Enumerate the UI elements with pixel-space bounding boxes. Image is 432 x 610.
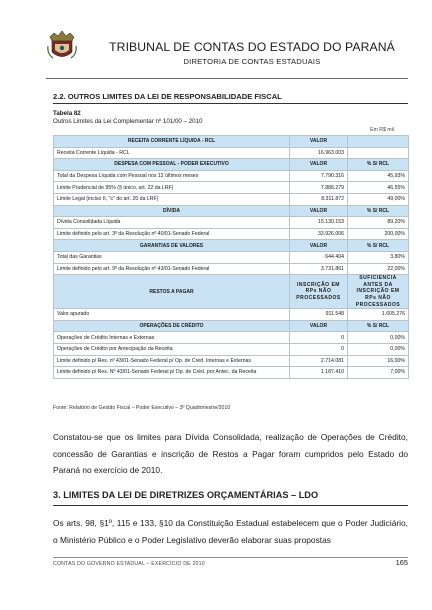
section-heading: 3. LIMITES DA LEI DE DIRETRIZES ORÇAMENTÁRIAS – LDO <box>53 490 319 500</box>
table-header-cell: VALOR <box>290 136 348 148</box>
table-cell: 3.731.861 <box>290 263 348 275</box>
table-label: Tabela 82 <box>53 110 81 117</box>
table-cell: Receita Corrente Líquida - RCL <box>54 147 290 159</box>
table-row <box>54 182 409 194</box>
table-header-cell: SUFICIÊNCIA ANTES DA INSCRIÇÃO EM RPs NÃO PROCESSADOS <box>348 275 409 309</box>
footer-divider <box>53 557 408 558</box>
table-header-cell: % S/ RCL <box>348 205 409 217</box>
table-cell: 7.886.279 <box>290 182 348 194</box>
table-cell: 16,00% <box>348 355 409 367</box>
table-cell: Total das Garantias <box>54 251 290 263</box>
table-cell <box>348 147 409 159</box>
table-header-row <box>54 205 409 217</box>
table-row <box>54 355 409 367</box>
table-header-cell: DESPESA COM PESSOAL - PODER EXECUTIVO <box>54 159 290 171</box>
table-row <box>54 147 409 159</box>
table-row <box>54 193 409 205</box>
table-header-cell: OPERAÇÕES DE CRÉDITO <box>54 320 290 332</box>
section-divider <box>53 103 408 104</box>
table-cell: Total da Despesa Líquida com Pessoal nos 12 últimos meses <box>54 170 290 182</box>
table-cell: 2.714.081 <box>290 355 348 367</box>
body-paragraph: Os arts. 98, §1º, 115 e 133, §10 da Constituição Estadual estabelecem que o Poder Judiciário, o Ministério Público e o Poder Legislativo deverão elaborar suas propostas <box>53 518 408 545</box>
table-cell: 911.548 <box>290 309 348 321</box>
table-cell: 3,80% <box>348 251 409 263</box>
table-row <box>54 170 409 182</box>
table-header-cell: % S/ RCL <box>348 159 409 171</box>
fiscal-limits-table <box>53 135 409 379</box>
table-header-cell: INSCRIÇÃO EM RPs NÃO PROCESSADOS <box>290 275 348 309</box>
table-caption: Outros Limites da Lei Complementar nº 101/00 – 2010 <box>53 118 203 125</box>
table-cell: 46,55% <box>348 182 409 194</box>
table-cell: Operações de Crédito por Antecipação da Receita <box>54 343 290 355</box>
table-header-row <box>54 159 409 171</box>
table-header-cell: GARANTIAS DE VALORES <box>54 240 290 252</box>
table-header-cell: RESTOS A PAGAR <box>54 275 290 309</box>
table-row <box>54 217 409 229</box>
table-header-cell: % S/ RCL <box>348 240 409 252</box>
table-cell: Limite Prudencial de 95% (§ único, art. 22 da LRF) <box>54 182 290 194</box>
header-divider <box>46 78 408 79</box>
table-header-cell: VALOR <box>290 320 348 332</box>
table-row <box>54 309 409 321</box>
parana-coat-of-arms-icon <box>46 28 78 62</box>
footer-text: CONTAS DO GOVERNO ESTADUAL – EXERCÍCIO DE 2010 <box>53 561 205 567</box>
table-cell: 0 <box>290 343 348 355</box>
body-paragraph: Constatou-se que os limites para Dívida Consolidada, realização de Operações de Crédito, concessão de Garantias e inscrição de Restos a Pagar foram cumpridos pelo Estado do Paraná no exercício de 2010. <box>53 432 408 475</box>
table-cell: Limite Legal (inciso II, "c" do art. 20 da LRF) <box>54 193 290 205</box>
page-number: 165 <box>395 558 408 567</box>
table-header-cell: VALOR <box>290 205 348 217</box>
table-cell: 89,20% <box>348 217 409 229</box>
table-header-row <box>54 320 409 332</box>
table-cell: 33.926.006 <box>290 228 348 240</box>
table-cell: 16.963.003 <box>290 147 348 159</box>
table-header-cell <box>348 136 409 148</box>
table-cell: 15.130.153 <box>290 217 348 229</box>
table-header-cell: % S/ RCL <box>348 320 409 332</box>
section-divider <box>53 505 408 506</box>
header-subtitle: DIRETORIA DE CONTAS ESTADUAIS <box>183 57 321 66</box>
table-cell: Valor apurado <box>54 309 290 321</box>
table-source-note: Fonte: Relatório de Gestão Fiscal – Poder Executivo – 3º Quadrimestre/2010 <box>53 405 231 411</box>
table-cell: Limite definido pelo art. 9º da Resolução nº 43/01-Senado Federal <box>54 263 290 275</box>
table-row <box>54 251 409 263</box>
table-cell: 8.311.872 <box>290 193 348 205</box>
table-cell: Limite definido p/ Res. Nº 43/01-Senado Federal p/ Op. de Créd. por Antec. da Receita <box>54 367 290 379</box>
table-row <box>54 228 409 240</box>
section-heading: 2.2. OUTROS LIMITES DA LEI DE RESPONSABILIDADE FISCAL <box>53 92 282 101</box>
table-cell: 0,00% <box>348 343 409 355</box>
table-cell: Operações de Crédito Internas e Externas <box>54 332 290 344</box>
table-row <box>54 332 409 344</box>
table-cell: 1.605.276 <box>348 309 409 321</box>
table-header-cell: VALOR <box>290 159 348 171</box>
table-cell: Limite definido p/ Res. nº 43/01-Senado Federal p/ Op. de Créd. Internas e Externas <box>54 355 290 367</box>
table-cell: 22,00% <box>348 263 409 275</box>
table-cell: 1.187.410 <box>290 367 348 379</box>
table-cell: 7.790.316 <box>290 170 348 182</box>
table-row <box>54 367 409 379</box>
table-cell: 200,00% <box>348 228 409 240</box>
table-cell: 7,00% <box>348 367 409 379</box>
table-cell: Limite definido pelo art. 3º da Resolução nº 40/01-Senado Federal <box>54 228 290 240</box>
table-row <box>54 343 409 355</box>
table-cell: 0,00% <box>348 332 409 344</box>
table-cell: Dívida Consolidada Líquida <box>54 217 290 229</box>
table-cell: 644.404 <box>290 251 348 263</box>
table-row <box>54 263 409 275</box>
table-header-cell: DÍVIDA <box>54 205 290 217</box>
header-title: TRIBUNAL DE CONTAS DO ESTADO DO PARANÁ <box>109 40 395 54</box>
table-cell: 0 <box>290 332 348 344</box>
table-cell: 45,93% <box>348 170 409 182</box>
table-header-row <box>54 275 409 309</box>
table-header-cell: VALOR <box>290 240 348 252</box>
table-header-cell: RECEITA CORRENTE LÍQUIDA - RCL <box>54 136 290 148</box>
table-cell: 49,00% <box>348 193 409 205</box>
table-unit: Em R$ mil <box>370 127 394 133</box>
table-header-row <box>54 136 409 148</box>
table-header-row <box>54 240 409 252</box>
